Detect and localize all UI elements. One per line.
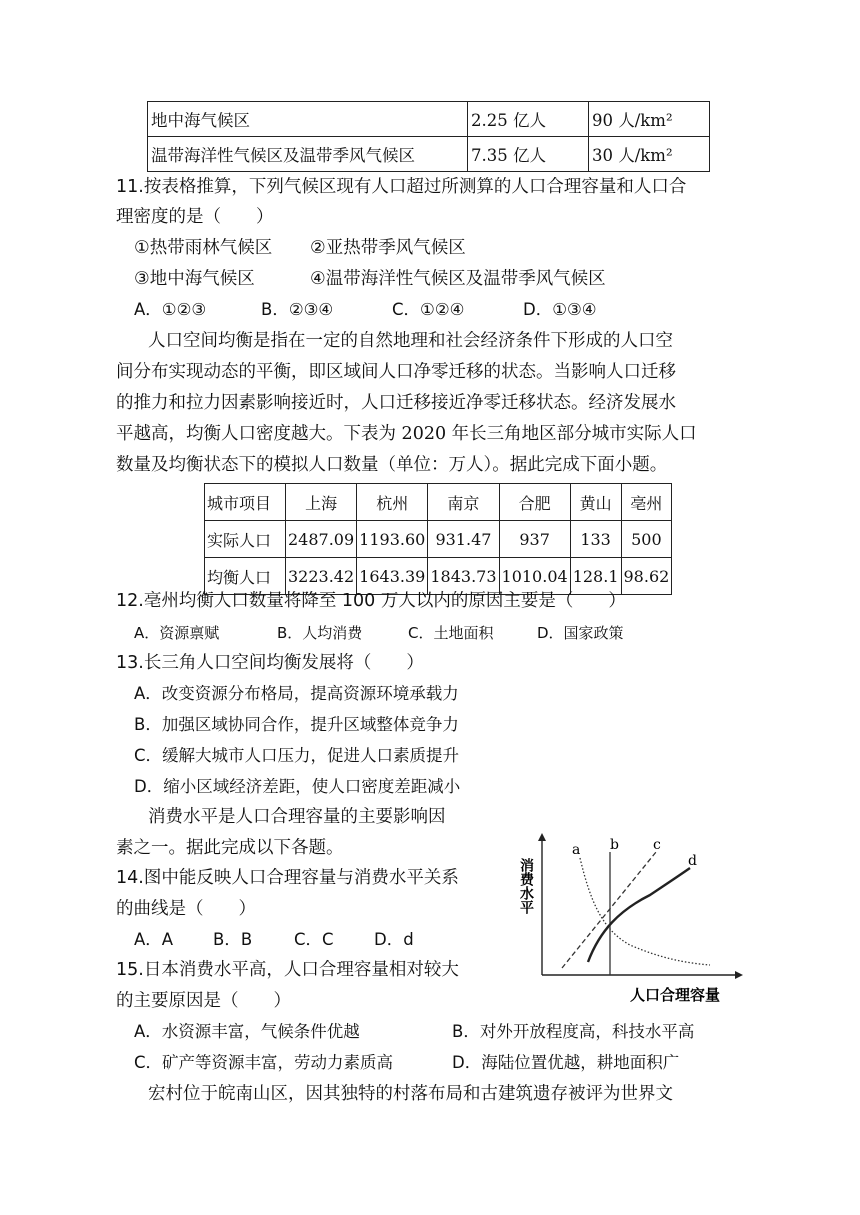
q11-item-4: ④温带海洋性气候区及温带季风气候区 — [310, 269, 606, 289]
y-axis-arrow — [538, 833, 546, 841]
curve-label-c: c — [653, 837, 661, 853]
table-cell: 温带海洋性气候区及温带季风气候区 — [148, 137, 468, 172]
table-cell: 1193.60 — [357, 521, 428, 558]
q13-option-a: A．改变资源分布格局，提高资源环境承载力 — [134, 684, 459, 703]
q11-item-2: ②亚热带季风气候区 — [310, 238, 466, 258]
table-cell: 3223.42 — [286, 558, 357, 595]
q12-option-a: A．资源禀赋 — [134, 624, 220, 642]
table-header-cell: 亳州 — [621, 484, 672, 521]
question-15-stem-cont: 的主要原因是（ ） — [116, 991, 291, 1011]
question-15-stem: 15.日本消费水平高，人口合理容量相对较大 — [116, 960, 459, 980]
question-13-stem: 13.长三角人口空间均衡发展将（ ） — [116, 653, 424, 673]
table-header-cell: 城市项目 — [205, 484, 286, 521]
curve-label-a: a — [572, 842, 581, 858]
q14-option-a: A．A — [134, 930, 174, 949]
curve-d — [588, 868, 690, 962]
curve-label-d: d — [688, 853, 697, 869]
table-row — [148, 102, 710, 137]
passage-line: 宏村位于皖南山区，因其独特的村落布局和古建筑遗存被评为世界文 — [148, 1084, 673, 1104]
q15-option-b: B．对外开放程度高，科技水平高 — [452, 1022, 695, 1041]
table-cell: 128.1 — [570, 558, 621, 595]
table-header-cell: 黄山 — [570, 484, 621, 521]
passage-line: 素之一。据此完成以下各题。 — [116, 838, 344, 858]
passage-line: 间分布实现动态的平衡，即区域间人口净零迁移的状态。当影响人口迁移 — [116, 362, 676, 382]
q12-option-b: B．人均消费 — [277, 624, 363, 642]
capacity-consumption-figure — [510, 830, 750, 1010]
x-axis-label: 人口合理容量 — [630, 986, 721, 1004]
q12-option-c: C．土地面积 — [408, 624, 494, 642]
table-cell: 均衡人口 — [205, 558, 286, 595]
passage-line: 平越高，均衡人口密度越大。下表为 2020 年长三角地区部分城市实际人口 — [116, 424, 697, 444]
q15-option-c: C．矿产等资源丰富，劳动力素质高 — [134, 1053, 394, 1072]
curve-c — [562, 852, 656, 968]
table-cell: 1643.39 — [357, 558, 428, 595]
table-header-cell: 合肥 — [499, 484, 570, 521]
question-11-stem-cont: 理密度的是（ ） — [116, 207, 274, 227]
q11-option-c: C．①②④ — [392, 300, 465, 319]
table-cell: 500 — [621, 521, 672, 558]
table-cell: 1843.73 — [428, 558, 499, 595]
x-axis-arrow — [735, 971, 743, 979]
y-axis-label: 消费水平 — [518, 858, 534, 914]
passage-line: 消费水平是人口合理容量的主要影响因 — [148, 807, 446, 827]
city-population-table — [204, 483, 672, 595]
q14-option-c: C．C — [294, 930, 334, 949]
q11-item-3: ③地中海气候区 — [134, 269, 255, 289]
table-header-row — [205, 484, 672, 521]
climate-population-table — [147, 101, 710, 172]
table-cell: 7.35 亿人 — [468, 137, 589, 172]
q14-option-d: D．d — [374, 930, 414, 949]
table-cell: 133 — [570, 521, 621, 558]
table-cell: 地中海气候区 — [148, 102, 468, 137]
table-cell: 1010.04 — [499, 558, 570, 595]
table-cell: 931.47 — [428, 521, 499, 558]
passage-line: 人口空间均衡是指在一定的自然地理和社会经济条件下形成的人口空 — [148, 331, 673, 351]
q14-option-b: B．B — [213, 930, 253, 949]
table-row — [205, 521, 672, 558]
table-row — [205, 558, 672, 595]
table-header-cell: 南京 — [428, 484, 499, 521]
table-row — [148, 137, 710, 172]
q15-option-a: A．水资源丰富，气候条件优越 — [134, 1022, 360, 1041]
table-cell: 937 — [499, 521, 570, 558]
table-cell: 2.25 亿人 — [468, 102, 589, 137]
q13-option-d: D．缩小区域经济差距，使人口密度差距减小 — [134, 777, 461, 796]
table-header-cell: 杭州 — [357, 484, 428, 521]
q11-option-b: B．②③④ — [261, 300, 334, 319]
table-cell: 30 人/km² — [589, 137, 710, 172]
q12-option-d: D．国家政策 — [537, 624, 624, 642]
q13-option-c: C．缓解大城市人口压力，促进人口素质提升 — [134, 746, 460, 765]
q13-option-b: B．加强区域协同合作，提升区域整体竞争力 — [134, 715, 459, 734]
q15-option-d: D．海陆位置优越，耕地面积广 — [452, 1053, 680, 1072]
question-11-stem: 11.按表格推算，下列气候区现有人口超过所测算的人口合理容量和人口合 — [116, 177, 687, 197]
q11-option-d: D．①③④ — [523, 300, 597, 319]
curve-a — [580, 858, 710, 965]
table-header-cell: 上海 — [286, 484, 357, 521]
question-14-stem-cont: 的曲线是（ ） — [116, 899, 256, 919]
question-14-stem: 14.图中能反映人口合理容量与消费水平关系 — [116, 868, 459, 888]
q11-item-1: ①热带雨林气候区 — [134, 238, 273, 258]
curve-label-b: b — [610, 837, 619, 853]
table-cell: 实际人口 — [205, 521, 286, 558]
table-cell: 98.62 — [621, 558, 672, 595]
table-cell: 90 人/km² — [589, 102, 710, 137]
table-cell: 2487.09 — [286, 521, 357, 558]
question-12-stem: 12.亳州均衡人口数量将降至 100 万人以内的原因主要是（ ） — [116, 591, 626, 611]
q11-option-a: A．①②③ — [134, 300, 207, 319]
passage-line: 数量及均衡状态下的模拟人口数量（单位：万人）。据此完成下面小题。 — [116, 455, 668, 475]
passage-line: 的推力和拉力因素影响接近时，人口迁移接近净零迁移状态。经济发展水 — [116, 393, 676, 413]
